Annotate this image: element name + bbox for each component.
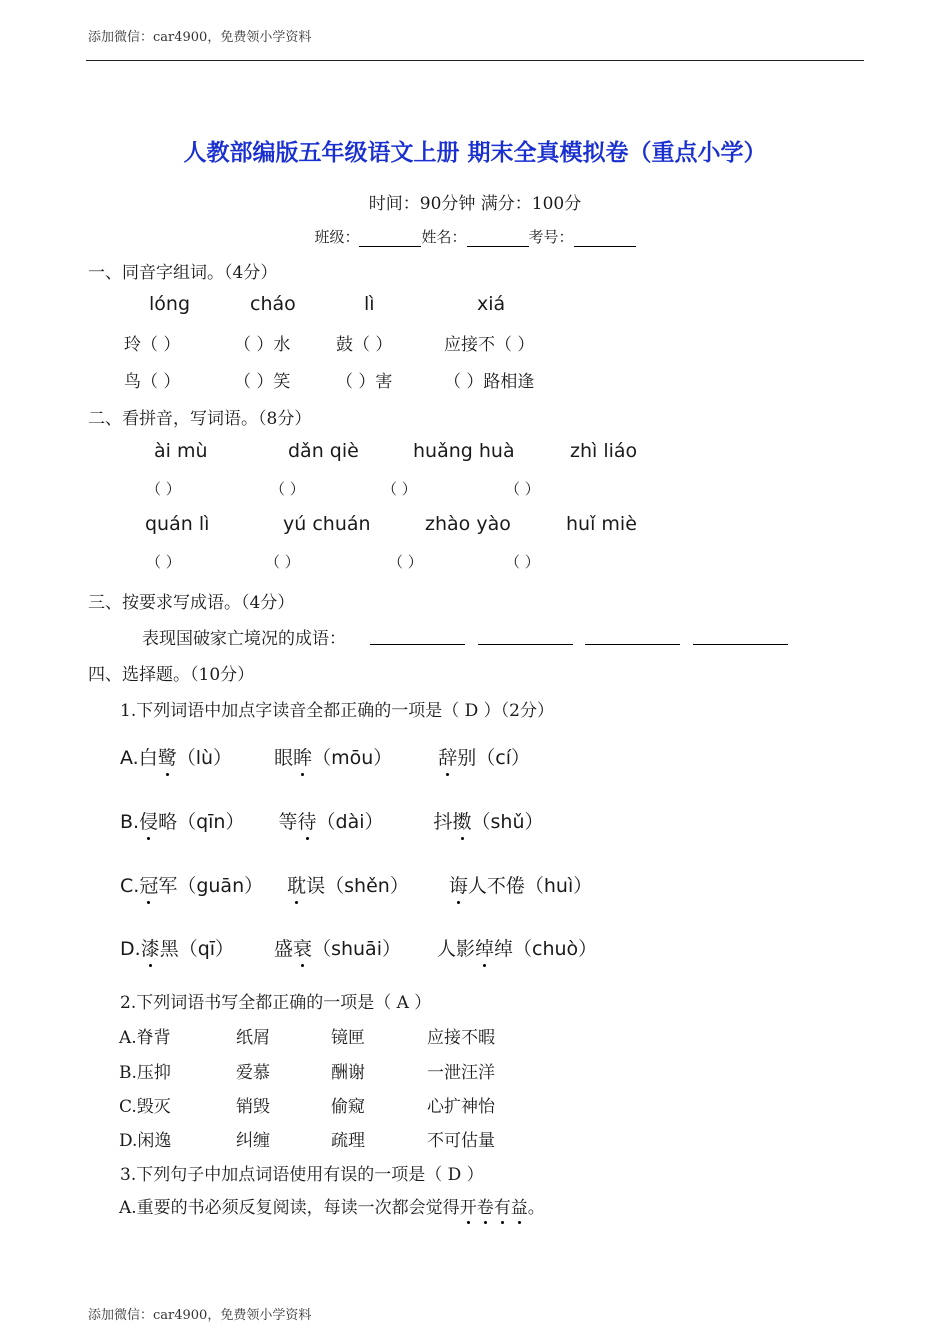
s1-pinyin: cháo	[250, 293, 296, 315]
dotted-char: 冠	[139, 871, 158, 898]
q1-stem: 1.下列词语中加点字读音全都正确的一项是（ D ）（2分）	[120, 701, 554, 721]
option-text: 白	[138, 747, 158, 769]
option-text: （shěn）	[325, 875, 409, 897]
footer-note: 添加微信：car4900，免费领小学资料	[88, 1308, 312, 1323]
option-text: A.重要的书必须反复阅读，每读一次都会觉得	[119, 1198, 460, 1218]
s2-pinyin: yú chuán	[283, 513, 371, 535]
dotted-char: 擞	[453, 807, 472, 834]
dotted-char: 鹭	[158, 743, 177, 770]
section-2-heading: 二、看拼音，写词语。（8分）	[88, 409, 312, 429]
exam-no-label: 考号：	[528, 228, 574, 246]
exam-no-blank	[574, 230, 636, 247]
option-text: 等	[278, 811, 298, 833]
q2-word: 酬谢	[331, 1063, 365, 1083]
q2-option: C.毁灭	[119, 1097, 171, 1117]
option-text: 误	[306, 875, 326, 897]
idiom-blank	[478, 644, 573, 645]
answer-paren: （ ）	[505, 480, 540, 498]
q2-word: 纠缠	[236, 1131, 270, 1151]
q2-word: 销毁	[236, 1097, 270, 1117]
s2-pinyin: dǎn qiè	[288, 440, 359, 462]
q2-option: A.脊背	[119, 1028, 171, 1048]
s1-pinyin: lóng	[149, 293, 191, 315]
answer-paren: （ ）	[270, 480, 305, 498]
header-note: 添加微信：car4900，免费领小学资料	[88, 30, 312, 45]
q2-word: 应接不暇	[427, 1028, 495, 1048]
q2-word: 偷窥	[331, 1097, 365, 1117]
q2-word: 不可估量	[427, 1131, 495, 1151]
dotted-char: 开	[460, 1193, 477, 1218]
s1-row2-item: （ ）路相逢	[444, 372, 535, 392]
student-info-line	[0, 226, 950, 247]
s2-pinyin: zhào yào	[425, 513, 511, 535]
idiom-blank	[585, 644, 680, 645]
header-rule	[86, 60, 864, 61]
q3-option-a	[119, 1193, 545, 1218]
option-letter: D.	[120, 938, 141, 960]
answer-paren: （ ）	[505, 553, 540, 571]
s1-pinyin: xiá	[477, 293, 506, 315]
dotted-char: 益	[511, 1193, 528, 1218]
section-4-heading: 四、选择题。（10分）	[88, 665, 255, 685]
option-text: 军（guān）	[158, 875, 264, 897]
dotted-char: 待	[298, 807, 317, 834]
q1-option-a	[120, 743, 530, 770]
q2-word: 心扩神怡	[427, 1097, 495, 1117]
option-text: （mōu）	[312, 747, 393, 769]
class-label: 班级：	[314, 228, 360, 246]
s1-row2-item: 鸟（ ）	[124, 372, 181, 392]
s1-row2-item: （ ）害	[336, 372, 393, 392]
option-text: 绰（chuò）	[494, 938, 598, 960]
q2-word: 疏理	[331, 1131, 365, 1151]
q2-option: B.压抑	[119, 1063, 171, 1083]
answer-paren: （ ）	[146, 480, 181, 498]
option-text: 抖	[433, 811, 453, 833]
s1-row1-item: 鼓（ ）	[336, 335, 393, 355]
time-score: 时间：90分钟 满分：100分	[368, 194, 582, 214]
q2-word: 一泄汪洋	[427, 1063, 495, 1083]
s1-row1-item: 应接不（ ）	[444, 335, 535, 355]
idiom-blank	[370, 644, 465, 645]
s1-row1-item: （ ）水	[234, 335, 291, 355]
option-text: 人影	[436, 938, 475, 960]
dotted-char: 眸	[293, 743, 312, 770]
name-label: 姓名：	[421, 228, 467, 246]
dotted-char: 漆	[141, 934, 160, 961]
q2-option: D.闲逸	[119, 1131, 172, 1151]
dotted-char: 辞	[438, 743, 457, 770]
option-text: 略（qīn）	[158, 811, 245, 833]
q2-word: 爱慕	[236, 1063, 270, 1083]
idiom-blank	[693, 644, 788, 645]
option-text: 盛	[274, 938, 294, 960]
class-blank	[359, 230, 421, 247]
q2-word: 纸屑	[236, 1028, 270, 1048]
dotted-char: 有	[494, 1193, 511, 1218]
option-text: 。	[527, 1198, 545, 1218]
dotted-char: 衰	[293, 934, 312, 961]
option-letter: A.	[120, 747, 139, 769]
s2-pinyin: ài mù	[154, 440, 208, 462]
dotted-char: 诲	[449, 871, 468, 898]
option-text: 黑（qī）	[159, 938, 235, 960]
section-3-heading: 三、按要求写成语。（4分）	[88, 593, 295, 613]
option-text: 别（cí）	[457, 747, 531, 769]
dotted-char: 耽	[287, 871, 306, 898]
answer-paren: （ ）	[146, 553, 181, 571]
section-1-heading: 一、同音字组词。（4分）	[88, 263, 278, 283]
option-letter: B.	[120, 811, 140, 833]
s1-pinyin: lì	[364, 293, 375, 315]
option-letter: C.	[120, 875, 140, 897]
s1-row1-item: 玲（ ）	[124, 335, 181, 355]
option-text: （dài）	[316, 811, 384, 833]
answer-paren: （ ）	[388, 553, 423, 571]
option-text: 眼	[274, 747, 294, 769]
dotted-char: 绰	[475, 934, 494, 961]
q2-stem: 2.下列词语书写全都正确的一项是（ A ）	[120, 993, 432, 1013]
dotted-char: 卷	[477, 1193, 494, 1218]
s2-pinyin: quán lì	[145, 513, 210, 535]
option-text: （lù）	[176, 747, 233, 769]
s2-pinyin: zhì liáo	[570, 440, 638, 462]
q1-option-b	[120, 807, 544, 834]
q3-stem: 3.下列句子中加点词语使用有误的一项是（ D ）	[120, 1165, 484, 1185]
dotted-char: 侵	[139, 807, 158, 834]
q2-word: 镜匣	[331, 1028, 365, 1048]
page-title: 人教部编版五年级语文上册 期末全真模拟卷（重点小学）	[183, 140, 767, 166]
answer-paren: （ ）	[265, 553, 300, 571]
option-text: （shǔ）	[471, 811, 544, 833]
s3-prompt: 表现国破家亡境况的成语：	[142, 629, 346, 649]
s1-row2-item: （ ）笑	[234, 372, 291, 392]
answer-paren: （ ）	[382, 480, 417, 498]
name-blank	[467, 230, 529, 247]
s2-pinyin: huǎng huà	[413, 440, 515, 462]
q1-option-c	[120, 871, 592, 898]
q1-option-d	[120, 934, 597, 961]
option-text: 人不倦（huì）	[467, 875, 593, 897]
s2-pinyin: huǐ miè	[566, 513, 637, 535]
option-text: （shuāi）	[312, 938, 401, 960]
